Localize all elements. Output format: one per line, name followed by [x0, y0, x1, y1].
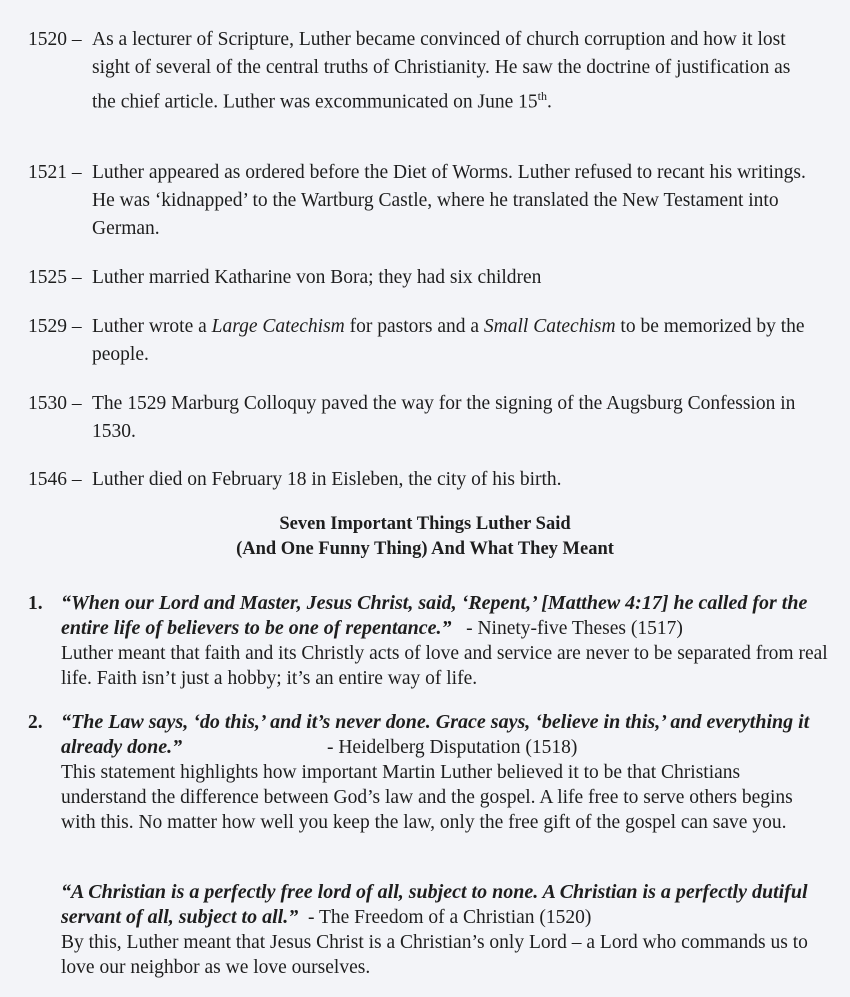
timeline-entry-1521 — [28, 159, 818, 243]
item-number: 1. — [28, 593, 43, 614]
timeline-year: 1529 – — [28, 316, 82, 337]
timeline-text: Luther married Katharine von Bora; they had six children — [92, 267, 542, 288]
section-heading-line2: (And One Funny Thing) And What They Meant — [236, 539, 614, 559]
timeline-entry-1546 — [28, 466, 818, 494]
quote-text: “When our Lord and Master, Jesus Christ, said, ‘Repent,’ [Matthew 4:17] he called for the entire life of believers to be one of repentance.” — [61, 592, 808, 639]
timeline-year: 1521 – — [28, 162, 82, 183]
timeline-entry-1520 — [28, 26, 818, 117]
timeline-text: As a lecturer of Scripture, Luther became convinced of church corruption and how it lost sight of several of the central truths of Christianity. He saw the doctrine of justification as the chief article. Luther was excommunicated on June 15th. — [92, 29, 791, 113]
section-heading-line1: Seven Important Things Luther Said — [279, 514, 571, 534]
quote-source: - Heidelberg Disputation (1518) — [326, 737, 578, 758]
timeline-text: Luther appeared as ordered before the Diet of Worms. Luther refused to recant his writings. He was ‘kidnapped’ to the Wartburg Castle, where he translated the New Testament into German. — [92, 162, 806, 239]
quote-text: “The Law says, ‘do this,’ and it’s never done. Grace says, ‘believe in this,’ and everything it already done.” — [61, 711, 810, 758]
book-title: Large Catechism — [211, 316, 345, 337]
item-body — [61, 710, 828, 835]
quote-text: “A Christian is a perfectly free lord of all, subject to none. A Christian is a perfectly dutiful servant of all, subject to all.” — [61, 881, 808, 928]
timeline-year: 1546 – — [28, 469, 82, 490]
quote-source: - Ninety-five Theses (1517) — [466, 618, 683, 639]
timeline-text: The 1529 Marburg Colloquy paved the way for the signing of the Augsburg Confession in 1530. — [92, 393, 796, 442]
item-number: 2. — [28, 712, 43, 733]
quote-source: - The Freedom of a Christian (1520) — [307, 907, 592, 928]
item-body — [61, 591, 828, 691]
timeline-year: 1530 – — [28, 393, 82, 414]
timeline-entry-1530 — [28, 390, 818, 446]
timeline-text: Luther died on February 18 in Eisleben, the city of his birth. — [92, 469, 562, 490]
book-title: Small Catechism — [483, 316, 616, 337]
timeline-text: Luther wrote a Large Catechism for pastors and a Small Catechism to be memorized by the people. — [92, 316, 805, 365]
quote-meaning: This statement highlights how important Martin Luther believed it to be that Christians understand the difference between God’s law and the gospel. A life free to serve others begins with this. No matter how well you keep the law, only the free gift of the gospel can save you. — [61, 762, 793, 833]
section-heading — [0, 512, 850, 562]
timeline-entry-1529 — [28, 313, 818, 369]
quote-item-2 — [28, 710, 828, 835]
item-body — [61, 880, 828, 980]
timeline-entry-1525 — [28, 264, 818, 292]
quote-meaning: By this, Luther meant that Jesus Christ is a Christian’s only Lord – a Lord who commands us to love our neighbor as we love ourselves. — [61, 932, 808, 978]
quote-meaning: Luther meant that faith and its Christly acts of love and service are never to be separated from real life. Faith isn’t just a hobby; it’s an entire way of life. — [61, 643, 828, 689]
quote-item-3 — [28, 880, 828, 980]
quote-item-1 — [28, 591, 828, 691]
timeline-year: 1520 – — [28, 29, 82, 50]
timeline-year: 1525 – — [28, 267, 82, 288]
